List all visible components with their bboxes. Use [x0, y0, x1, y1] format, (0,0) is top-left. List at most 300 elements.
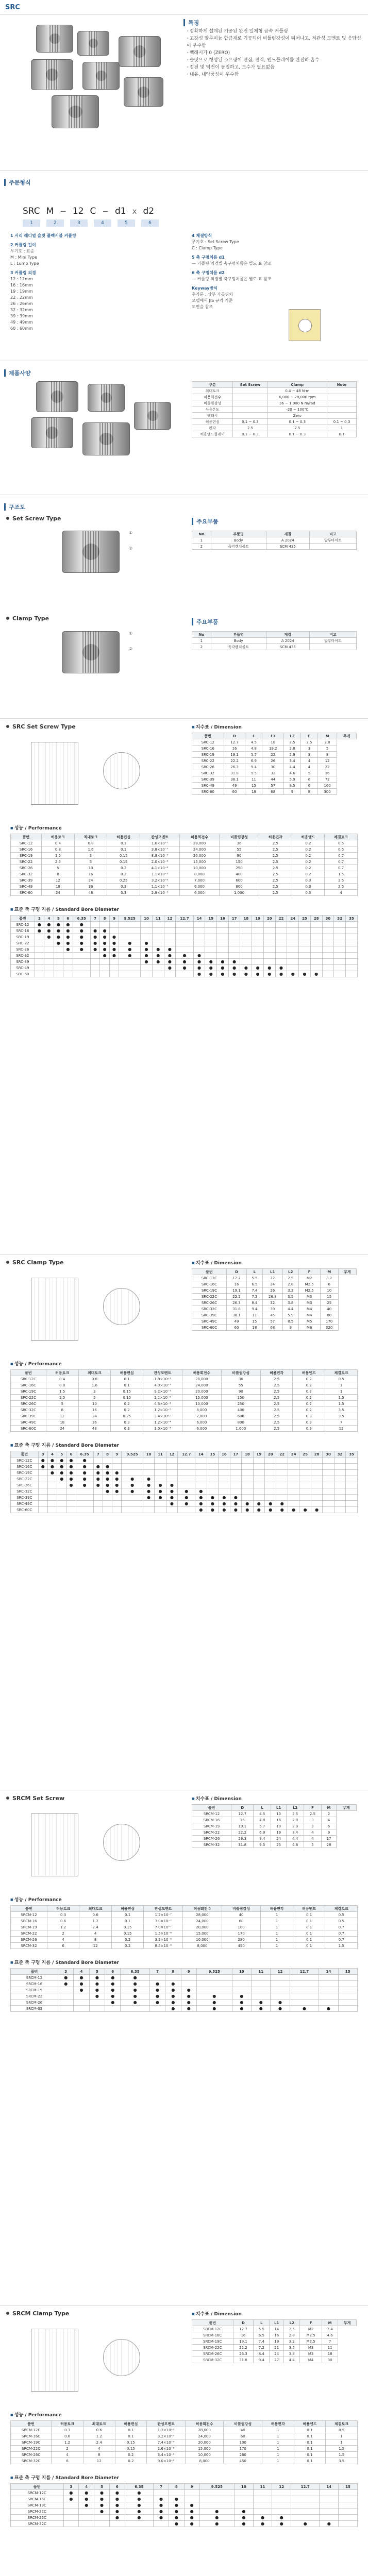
performance-row — [11, 2458, 358, 2464]
bore-empty-cell — [253, 1470, 264, 1476]
table-cell — [327, 406, 357, 413]
feature-item: · 정전 및 역전이 동일하고, 보수가 필요없음 — [187, 64, 362, 71]
note-4-title: 4 체결방식 — [192, 233, 212, 238]
table-cell: 0.25 — [107, 877, 140, 884]
bore-empty-cell — [264, 1495, 276, 1501]
bore-available-dot: ● — [76, 1482, 93, 1488]
table-cell: 8,000 — [183, 1943, 222, 1949]
performance-row — [11, 853, 358, 859]
bore-available-dot: ● — [89, 1987, 105, 1993]
bore-empty-cell — [276, 1476, 288, 1482]
table-header-cell: 품번 — [11, 2421, 52, 2427]
table-cell: SRC-60 — [192, 789, 224, 795]
brand-title: SRC — [5, 3, 20, 11]
bore-available-dot: ● — [73, 946, 90, 953]
table-cell: 0.5 — [325, 1918, 358, 1924]
table-header-cell: 10 — [143, 1451, 154, 1458]
bore-available-dot: ● — [66, 1464, 76, 1470]
table-cell: 0.6 — [79, 1912, 112, 1918]
table-cell: 0.2 — [115, 2452, 147, 2458]
table-cell: SRC-60 — [11, 890, 42, 896]
bore-empty-cell — [152, 971, 164, 977]
table-cell: 40 — [222, 1912, 261, 1918]
table-cell: 12 — [325, 1426, 358, 1432]
table-cell: 45 — [262, 1312, 282, 1318]
order-code-separator: − — [60, 207, 66, 216]
bore-empty-cell — [240, 934, 252, 940]
dimension-row — [192, 770, 357, 776]
bore-empty-cell — [76, 1495, 93, 1501]
bore-available-dot: ● — [205, 959, 217, 965]
table-cell: M5 — [298, 1318, 320, 1325]
bore-empty-cell — [54, 965, 63, 971]
bore-available-dot: ● — [63, 934, 73, 940]
table-cell: SRC-12C — [11, 1458, 39, 1464]
table-cell: 0.2 — [292, 846, 325, 853]
table-header-cell: 32 — [334, 1451, 345, 1458]
table-cell: 25 — [320, 1300, 338, 1306]
table-header-cell: 최대토크 — [78, 1370, 111, 1376]
bore-available-dot: ● — [263, 971, 275, 977]
table-cell: 0.5 — [325, 846, 358, 853]
table-cell: 1,000 — [221, 1426, 260, 1432]
bore-available-dot: ● — [94, 2490, 110, 2496]
table-cell: SRC-19C — [11, 1388, 46, 1395]
table-header-cell: 6 — [109, 2484, 125, 2490]
table-cell: 24 — [78, 1413, 111, 1419]
bore-empty-cell — [346, 1495, 358, 1501]
bore-empty-cell — [346, 1476, 358, 1482]
table-cell: SRCM-26C — [11, 2515, 64, 2521]
table-cell: 2.5 — [325, 877, 358, 884]
bore-row — [11, 1987, 358, 1993]
table-cell: 0.1 — [111, 1912, 144, 1918]
table-cell: 0.7 — [325, 859, 358, 865]
table-header-cell: L — [247, 1269, 263, 1275]
bore-empty-cell — [240, 953, 252, 959]
bore-empty-cell — [154, 2521, 169, 2527]
table-cell: SRC-19C — [192, 1287, 227, 1294]
dimension-row — [192, 1829, 357, 1836]
bore-empty-cell — [176, 971, 193, 977]
table-cell: 3.4 — [287, 1829, 304, 1836]
technical-drawing — [31, 742, 78, 805]
table-cell: 4.4 — [284, 764, 301, 770]
bore-empty-cell — [100, 971, 109, 977]
table-cell: 8.5×10⁻⁶ — [144, 1943, 183, 1949]
bore-empty-cell — [207, 1470, 218, 1476]
bore-empty-cell — [54, 971, 63, 977]
bore-empty-cell — [242, 1476, 253, 1482]
performance-row — [11, 1407, 358, 1413]
table-header-cell: 14 — [195, 1451, 207, 1458]
table-header-cell: 최대토크 — [83, 2421, 115, 2427]
table-cell: 5 — [74, 859, 107, 865]
bore-available-dot: ● — [93, 1482, 103, 1488]
table-header-cell: 17 — [230, 1451, 241, 1458]
bore-empty-cell — [63, 2502, 79, 2509]
table-cell: M2 — [298, 1275, 320, 1281]
table-cell: SRC-22C — [192, 1294, 227, 1300]
feature-item: · 고강성 알루미늄 합금재로 기공되어 비틀림강성이 뛰어나고, 저관성 모멘트 및 응답성이 우수함 — [187, 35, 362, 49]
table-header-cell: 3 — [63, 2484, 79, 2490]
table-header-cell: 10 — [235, 2484, 254, 2490]
product-section-title: SRCM Set Screw — [12, 1794, 65, 1802]
table-cell: 68 — [262, 789, 284, 795]
bore-empty-cell — [271, 1987, 290, 1993]
bore-available-dot: ● — [94, 2496, 110, 2502]
bore-empty-cell — [299, 934, 311, 940]
table-cell: 12.7 — [224, 739, 245, 745]
table-header-cell: 최대토크 — [74, 834, 107, 840]
table-cell: 2.5 — [260, 1407, 293, 1413]
bore-available-dot: ● — [232, 1993, 251, 1999]
bore-available-dot: ● — [100, 928, 109, 934]
table-header-cell: 5 — [57, 1451, 66, 1458]
table-cell: 1 — [261, 1912, 293, 1918]
bore-empty-cell — [152, 965, 164, 971]
table-cell: 1.6 — [74, 846, 107, 853]
table-cell: SRC-22 — [11, 859, 42, 865]
bore-empty-cell — [334, 953, 346, 959]
table-cell: SRC-39C — [11, 1495, 39, 1501]
bore-available-dot: ● — [164, 953, 176, 959]
bore-empty-cell — [264, 1476, 276, 1482]
bore-empty-cell — [339, 2515, 358, 2521]
bore-empty-cell — [100, 965, 109, 971]
table-cell: 2.5 — [259, 865, 292, 871]
table-header-cell: 19 — [252, 916, 264, 922]
table-cell: 4.6 — [284, 770, 301, 776]
bore-empty-cell — [230, 1488, 241, 1495]
bore-available-dot: ● — [105, 1987, 121, 1993]
bore-available-dot: ● — [149, 1993, 165, 1999]
structure-clamp-image — [62, 631, 120, 673]
table-cell: 150 — [220, 859, 259, 865]
bore-available-dot: ● — [287, 971, 299, 977]
bore-empty-cell — [89, 2006, 105, 2012]
table-cell: 1 — [261, 1924, 293, 1930]
bore-available-dot: ● — [89, 1975, 105, 1981]
product-section-header — [0, 721, 76, 732]
table-header-row — [11, 1906, 358, 1912]
note-item: 12 : 12mm — [10, 277, 33, 281]
table-header-cell: 6.35 — [125, 2484, 153, 2490]
bore-available-dot: ● — [169, 2509, 184, 2515]
spec-row — [192, 406, 357, 413]
bore-available-dot: ● — [73, 940, 90, 946]
bore-row — [11, 1981, 358, 1987]
material-row — [192, 644, 357, 650]
order-number-badge: 5 — [118, 219, 135, 227]
table-cell: 2.5 — [259, 890, 292, 896]
bore-empty-cell — [93, 1507, 103, 1513]
table-cell: 0.8 — [46, 1382, 78, 1388]
table-cell: SRC-32 — [11, 871, 42, 877]
table-cell: 12 — [83, 2458, 115, 2464]
bore-empty-cell — [63, 2509, 79, 2515]
table-cell: 2.5 — [260, 1426, 293, 1432]
bore-available-dot: ● — [152, 946, 164, 953]
table-cell: 19.1 — [231, 1823, 254, 1829]
table-header-cell: 14 — [320, 2484, 339, 2490]
table-cell: 4.6 — [287, 1842, 304, 1848]
table-header-cell: L2 — [282, 1269, 298, 1275]
order-code-fastening: C — [90, 206, 96, 216]
table-cell: 1,000 — [220, 890, 259, 896]
bore-available-dot: ● — [207, 1507, 218, 1513]
table-header-cell: L1 — [270, 2320, 284, 2326]
table-header-cell: 9 — [109, 916, 119, 922]
table-cell: 22.2 — [231, 1829, 254, 1836]
table-cell: 0.1 — [294, 2458, 326, 2464]
bore-empty-cell — [242, 1470, 253, 1476]
bore-empty-cell — [299, 946, 311, 953]
bore-available-dot: ● — [112, 1476, 122, 1482]
bore-available-dot: ● — [76, 1458, 93, 1464]
bore-available-dot: ● — [119, 940, 141, 946]
table-cell: 0.2 — [293, 1395, 325, 1401]
table-header-cell: 25 — [299, 1451, 311, 1458]
bore-empty-cell — [230, 1476, 241, 1482]
table-cell: 1.2 — [47, 1924, 79, 1930]
performance-row — [11, 1382, 358, 1388]
performance-row — [11, 859, 358, 865]
bore-empty-cell — [141, 965, 153, 971]
table-cell: SRCM-26 — [11, 1937, 47, 1943]
table-cell: SRC-26 — [11, 865, 42, 871]
bore-available-dot: ● — [181, 2006, 196, 2012]
table-cell: 0.8 — [74, 840, 107, 846]
table-cell: 3.2×10⁻⁵ — [140, 877, 179, 884]
performance-row — [11, 1395, 358, 1401]
table-header-cell: 6 — [63, 916, 73, 922]
bore-available-dot: ● — [103, 1464, 112, 1470]
table-cell: 20,000 — [183, 1924, 222, 1930]
performance-table — [10, 834, 358, 896]
table-cell: 100 — [224, 2439, 262, 2446]
bore-row — [11, 959, 358, 965]
bore-empty-cell — [264, 1470, 276, 1476]
bore-available-dot: ● — [165, 1981, 181, 1987]
bore-available-dot: ● — [73, 928, 90, 934]
bore-available-dot: ● — [125, 2515, 153, 2521]
bore-available-dot: ● — [253, 1501, 264, 1507]
table-cell: 450 — [224, 2458, 262, 2464]
product-section-header — [0, 1793, 64, 1803]
bore-empty-cell — [119, 971, 141, 977]
table-header-cell: 품번 — [192, 1805, 231, 1811]
bore-available-dot: ● — [149, 1987, 165, 1993]
bore-empty-cell — [287, 934, 299, 940]
table-cell: 6.9 — [245, 758, 262, 764]
bore-available-dot: ● — [165, 1993, 181, 1999]
bore-available-dot: ● — [105, 1999, 121, 2006]
table-cell: 40 — [224, 2427, 262, 2433]
bore-available-dot: ● — [76, 1470, 93, 1476]
bore-available-dot: ● — [66, 1476, 76, 1482]
table-cell: 57 — [262, 783, 284, 789]
table-cell: 24,000 — [183, 1918, 222, 1924]
table-header-cell: 20 — [264, 1451, 276, 1458]
table-cell: SRC-49 — [11, 965, 35, 971]
bore-empty-cell — [66, 1501, 76, 1507]
bore-available-dot: ● — [152, 953, 164, 959]
table-cell: 250 — [220, 865, 259, 871]
bore-empty-cell — [275, 934, 287, 940]
bore-empty-cell — [90, 959, 99, 965]
bore-empty-cell — [276, 1488, 288, 1495]
bore-available-dot: ● — [193, 953, 205, 959]
bore-empty-cell — [207, 1476, 218, 1482]
bore-empty-cell — [164, 928, 176, 934]
bore-empty-cell — [287, 940, 299, 946]
note-item: L : Lump Type — [10, 261, 39, 266]
bore-available-dot: ● — [272, 2515, 291, 2521]
table-cell: SRCM-19C — [11, 2439, 52, 2446]
table-cell: M6 — [298, 1325, 320, 1331]
bore-available-dot: ● — [109, 2490, 125, 2496]
bore-available-dot: ● — [166, 1501, 177, 1507]
table-header-cell: 부품명 — [211, 632, 266, 638]
material-row — [192, 544, 357, 550]
bore-empty-cell — [47, 1507, 57, 1513]
bore-empty-cell — [195, 1458, 207, 1464]
bore-empty-cell — [311, 1464, 322, 1470]
table-cell: 19.2 — [262, 745, 284, 752]
bore-row — [11, 2521, 358, 2527]
bore-empty-cell — [322, 965, 334, 971]
table-header-cell: 15 — [207, 1451, 218, 1458]
bore-empty-cell — [63, 959, 73, 965]
bore-empty-cell — [252, 1987, 271, 1993]
table-header-cell: 9.525 — [119, 916, 141, 922]
bore-empty-cell — [74, 2006, 89, 2012]
table-cell: 3.4 — [284, 758, 301, 764]
table-header-cell: 비틀림강성 — [224, 2421, 262, 2427]
spec-row — [192, 431, 357, 437]
bore-available-dot: ● — [154, 2496, 169, 2502]
table-header-cell: 허용엔드 — [293, 1370, 325, 1376]
structure-setscrew-image — [62, 531, 120, 573]
bore-empty-cell — [334, 1458, 345, 1464]
table-cell: 2.5 — [259, 877, 292, 884]
dimension-row — [192, 789, 357, 795]
table-header-cell: 35 — [346, 1451, 358, 1458]
order-code-separator: − — [102, 207, 109, 216]
table-cell: 2.5 — [260, 1388, 293, 1395]
table-cell: 1.2 — [83, 2433, 115, 2439]
bore-empty-cell — [276, 1458, 288, 1464]
table-cell: 30 — [322, 2357, 338, 2363]
bore-available-dot: ● — [164, 959, 176, 965]
bore-empty-cell — [319, 1999, 338, 2006]
table-cell: 0.4 — [46, 1376, 78, 1382]
table-header-cell: 허용편각 — [259, 834, 292, 840]
table-cell: 18 — [42, 884, 75, 890]
performance-table — [10, 2420, 358, 2464]
table-cell: SRC-16C — [11, 1382, 46, 1388]
performance-row — [11, 1413, 358, 1419]
bore-empty-cell — [299, 940, 311, 946]
dimension-row — [192, 1817, 357, 1823]
table-header-cell: M — [320, 1269, 338, 1275]
table-cell: 0.1 — [107, 840, 140, 846]
bore-empty-cell — [63, 965, 73, 971]
table-cell: 0.4 ~ 48 N·m — [267, 388, 327, 394]
table-header-cell: 9 — [181, 1969, 196, 1975]
table-header-cell: 16 — [217, 916, 229, 922]
order-code-separator: x — [132, 207, 137, 216]
bore-table-title: ■ 표준 축 구멍 지름 / Standard Bore Diameter — [10, 1442, 119, 1448]
bore-empty-cell — [195, 1482, 207, 1488]
table-cell: 2.9×10⁻⁴ — [140, 890, 179, 896]
table-cell: SRC-26 — [11, 946, 35, 953]
table-cell: 2.5 — [46, 1395, 78, 1401]
bore-empty-cell — [253, 1458, 264, 1464]
bore-empty-cell — [299, 1488, 311, 1495]
bore-empty-cell — [252, 940, 264, 946]
bore-empty-cell — [93, 1488, 103, 1495]
bore-empty-cell — [141, 934, 153, 940]
table-cell: 0.2 — [293, 1382, 325, 1388]
structure-clamp-title: Clamp Type — [12, 615, 49, 622]
table-cell: 2.4 — [83, 2439, 115, 2446]
table-cell: SRCM-19 — [11, 1924, 47, 1930]
note-3-title: 3 커플링 외경 — [10, 270, 36, 275]
table-cell: 편각 — [192, 425, 233, 431]
performance-row — [11, 877, 358, 884]
table-cell: SRC-19C — [11, 1470, 39, 1476]
bore-empty-cell — [323, 1470, 334, 1476]
bullet-icon — [6, 2312, 9, 2315]
table-cell: 12 — [79, 1943, 112, 1949]
table-header-cell: 7 — [154, 2484, 169, 2490]
table-cell: M2.5 — [298, 1281, 320, 1287]
bore-available-dot: ● — [154, 2515, 169, 2521]
performance-row — [11, 2439, 358, 2446]
bore-available-dot: ● — [109, 940, 119, 946]
note-item: 32 : 32mm — [10, 308, 33, 312]
table-cell: 0.2 — [293, 1388, 325, 1395]
bore-available-dot: ● — [181, 1987, 196, 1993]
bore-empty-cell — [119, 934, 141, 940]
bore-available-dot: ● — [105, 1975, 121, 1981]
table-header-cell: 19 — [253, 1451, 264, 1458]
table-header-cell: 28 — [310, 916, 322, 922]
bore-empty-cell — [334, 971, 346, 977]
table-header-cell: D — [231, 1805, 254, 1811]
divider — [0, 718, 368, 719]
bore-empty-cell — [176, 946, 193, 953]
table-cell: 1 — [192, 638, 211, 644]
bore-empty-cell — [141, 922, 153, 928]
feature-item: · 정확하게 설계된 기공된 완전 일체형 금속 커플링 — [187, 28, 362, 35]
note-6-title: 6 축 구멍치름 d2 — [192, 270, 225, 275]
table-cell: 0.1 — [294, 2446, 326, 2452]
table-cell: 0.1 — [293, 1930, 325, 1937]
table-header-cell: 3 — [58, 1969, 74, 1975]
bore-available-dot: ● — [205, 965, 217, 971]
bore-empty-cell — [193, 928, 205, 934]
table-cell: 12.7 — [226, 1275, 246, 1281]
bore-empty-cell — [193, 922, 205, 928]
table-cell: 3 — [304, 1817, 322, 1823]
bore-available-dot: ● — [240, 965, 252, 971]
performance-row — [11, 1924, 358, 1930]
bore-empty-cell — [178, 1507, 195, 1513]
table-cell: 허용엔드플레이 — [192, 431, 233, 437]
